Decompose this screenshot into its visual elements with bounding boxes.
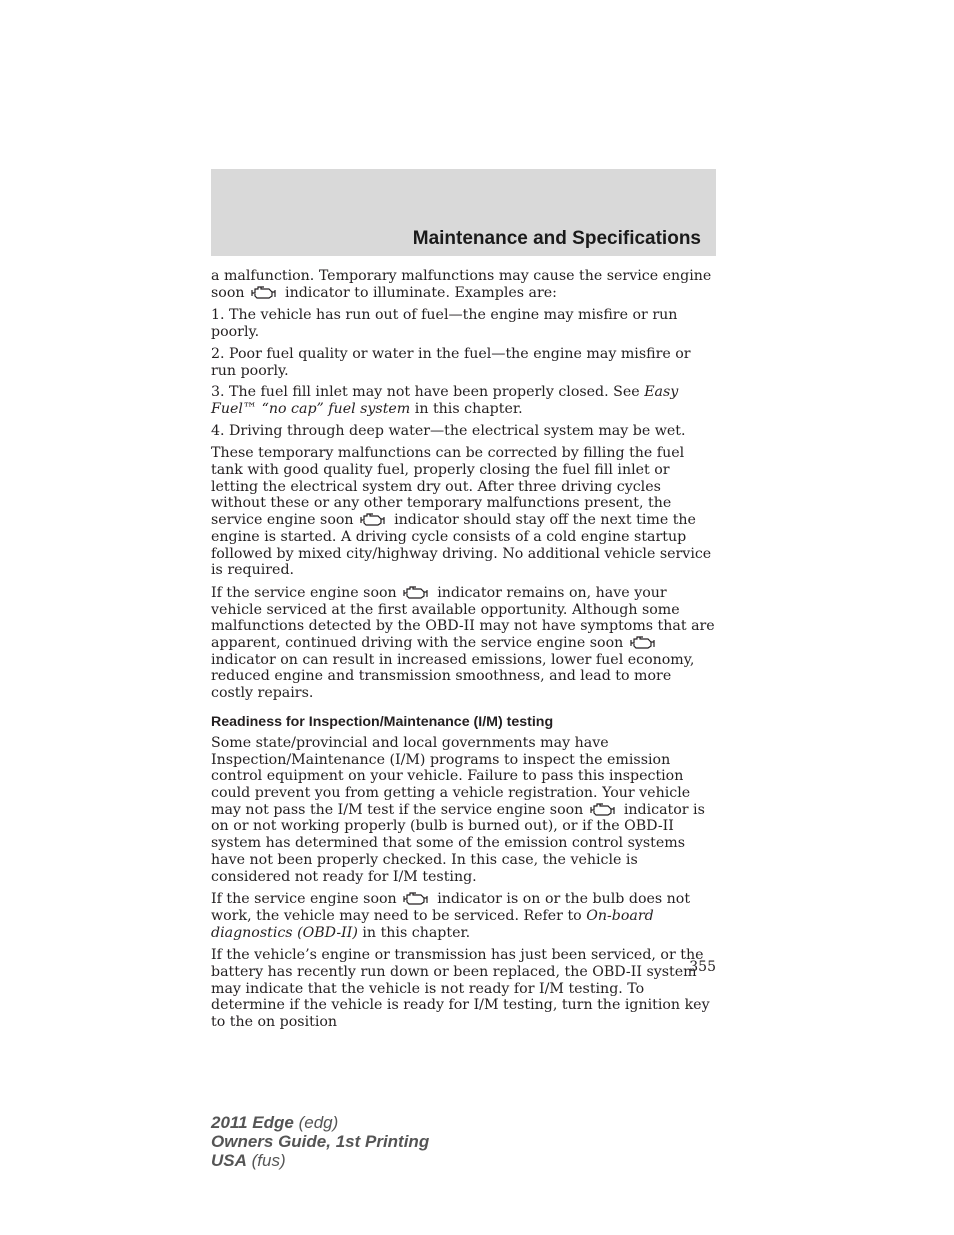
check-engine-icon [628, 635, 658, 650]
paragraph: If the service engine soon indicator is on or the bulb does not work, the vehicle may need to be serviced. Refer to On-board diagnostics (OBD-II) in this chapter. [211, 891, 691, 941]
footer-line: 2011 Edge (edg) [211, 1113, 339, 1132]
subsection-heading: Readiness for Inspection/Maintenance (I/M) testing [211, 713, 554, 730]
paragraph-intro: a malfunction. Temporary malfunctions may cause the service engine soon indicator to illuminate. Examples are: [211, 268, 712, 301]
section-header [211, 169, 716, 256]
footer-print-info [211, 1113, 429, 1170]
check-engine-icon [358, 512, 388, 527]
paragraph: If the vehicle’s engine or transmission has just been serviced, or the battery has recently run down or been replaced, the OBD-II system may indicate that the vehicle is not ready for I/M testing. To determine if the vehicle is ready for I/M testing, turn the ignition key to the on position [211, 947, 710, 1031]
footer-line: USA (fus) [211, 1151, 286, 1170]
check-engine-icon [401, 891, 431, 906]
cross-reference: Easy Fuel™ “no cap” fuel system [211, 384, 679, 417]
check-engine-icon [401, 585, 431, 600]
section-title: Maintenance and Specifications [412, 228, 701, 249]
check-engine-icon [588, 802, 618, 817]
paragraph: These temporary malfunctions can be corrected by filling the fuel tank with good quality fuel, properly closing the fuel fill inlet or letting the electrical system dry out. After three driving cycles without these or any other temporary malfunctions present, the service engine soon indicator should stay off the next time the engine is started. A driving cycle consists of a cold engine startup followed by mixed city/highway driving. No additional vehicle service is required. [211, 445, 712, 579]
page-number: 355 [689, 959, 716, 975]
list-item: 4. Driving through deep water—the electrical system may be wet. [211, 422, 686, 439]
footer-line: Owners Guide, 1st Printing [211, 1132, 430, 1151]
cross-reference: On-board diagnostics (OBD-II) [211, 907, 654, 941]
list-item: 1. The vehicle has run out of fuel—the engine may misfire or run poorly. [211, 307, 678, 341]
page-content [211, 268, 716, 1037]
list-item: 2. Poor fuel quality or water in the fuel—the engine may misfire or run poorly. [211, 345, 691, 379]
paragraph: Some state/provincial and local governments may have Inspection/Maintenance (I/M) programs to inspect the emission control equipment on your vehicle. Failure to pass this inspection could prevent you from getting a vehicle registration. Your vehicle may not pass the I/M test if the service engine soon indicator is on or not working properly (bulb is burned out), or if the OBD-II system has determined that some of the emission control systems have not been properly checked. In this case, the vehicle is considered not ready for I/M testing. [211, 734, 705, 885]
paragraph: If the service engine soon indicator remains on, have your vehicle serviced at the first available opportunity. Although some malfunctions detected by the OBD-II may not have symptoms that are apparent, continued driving with the service engine soon indicator on can result in increased emissions, lower fuel economy, reduced engine and transmission smoothness, and lead to more costly repairs. [211, 584, 715, 702]
check-engine-icon [249, 285, 279, 300]
list-item: 3. The fuel fill inlet may not have been properly closed. See Easy Fuel™ “no cap” fuel system in this chapter. [211, 384, 679, 417]
